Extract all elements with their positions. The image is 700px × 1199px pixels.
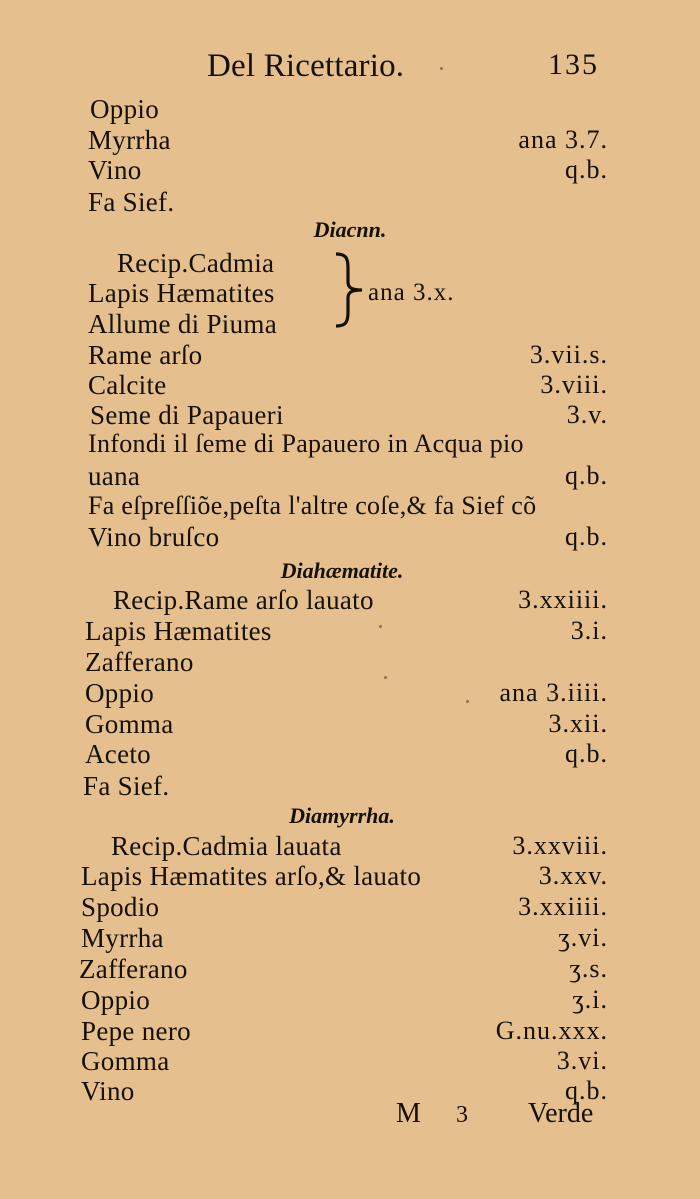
ingredient: Vino: [81, 1076, 135, 1106]
ingredient: Seme di Papaueri: [90, 400, 284, 430]
recipe-line: [0, 461, 700, 491]
quantity: 3.i.: [570, 616, 608, 645]
ingredient: Fa Sief.: [88, 187, 175, 217]
recipe-line: [0, 923, 700, 953]
ingredient: Pepe nero: [81, 1016, 191, 1046]
ink-speck: [466, 700, 469, 703]
quantity: 3.v.: [566, 400, 608, 429]
ingredient: Aceto: [85, 739, 151, 769]
recipe-line: [0, 155, 700, 185]
ingredient: Oppio: [85, 678, 154, 708]
recipe-line: [0, 771, 700, 801]
recipe-line: [0, 678, 700, 708]
quantity: 3.xxiiii.: [518, 585, 608, 614]
ingredient: Vino: [88, 155, 142, 185]
ink-speck: [440, 67, 443, 70]
recipe-line: [0, 491, 700, 521]
quantity: ana 3.7.: [518, 125, 608, 154]
recipe-line: [0, 522, 700, 552]
curly-brace-icon: [332, 250, 372, 330]
ingredient: Lapis Hæmatites: [88, 278, 275, 308]
ingredient: Gomma: [81, 1046, 170, 1076]
ingredient: Myrrha: [88, 125, 171, 155]
brace-quantity: ana 3.x.: [368, 279, 455, 306]
ingredient: Spodio: [81, 892, 160, 922]
recipe-line: [0, 861, 700, 891]
recipe-line: [0, 892, 700, 922]
recipe-line: [0, 1016, 700, 1046]
section-heading: Diahæmatite.: [280, 558, 404, 583]
ingredient: Vino bruſco: [88, 522, 220, 552]
ingredient: Calcite: [88, 370, 167, 400]
running-header: [0, 48, 700, 88]
recipe-line: [0, 400, 700, 430]
quantity: 3.xxiiii.: [518, 892, 608, 921]
ingredient: uana: [88, 461, 141, 491]
quantity: ana 3.iiii.: [499, 678, 608, 707]
quantity: ʒ.s.: [569, 954, 608, 983]
ingredient: Fa eſpreſſiõe,peſta l'altre coſe,& fa Sief cõ: [88, 491, 537, 520]
recipe-line: [0, 429, 700, 459]
recipe-line: [0, 831, 700, 861]
ingredient: Recip.Cadmia: [117, 248, 275, 278]
ingredient: Oppio: [90, 94, 159, 124]
ingredient: Recip.Cadmia lauata: [111, 831, 342, 861]
ingredient: Lapis Hæmatites: [85, 616, 272, 646]
ingredient: Fa Sief.: [83, 771, 170, 801]
quantity: 3.xxv.: [538, 861, 608, 890]
section-heading-row: [0, 799, 700, 829]
recipe-line: [0, 985, 700, 1015]
quantity: q.b.: [565, 461, 608, 490]
section-heading: Diacnn.: [313, 217, 387, 242]
quantity: 3.vi.: [556, 1046, 608, 1075]
recipe-line: [0, 1046, 700, 1076]
ingredient: Zafferano: [85, 647, 194, 677]
ingredient: Lapis Hæmatites arſo,& lauato: [81, 861, 422, 891]
quantity: 3.xii.: [548, 709, 608, 738]
ingredient: Oppio: [81, 985, 150, 1015]
recipe-line: [0, 94, 700, 124]
ingredient: Recip.Rame arſo lauato: [113, 585, 374, 615]
running-title: Del Ricettario.: [207, 48, 405, 84]
recipe-line: [0, 954, 700, 984]
quantity: q.b.: [565, 155, 608, 184]
quantity: q.b.: [565, 1076, 608, 1105]
recipe-line: [0, 739, 700, 769]
page-footer: [0, 1098, 700, 1134]
ingredient: Rame arſo: [88, 340, 203, 370]
recipe-line: [0, 370, 700, 400]
signature-mark: M: [396, 1098, 421, 1129]
quantity: 3.viii.: [540, 370, 608, 399]
quantity: ʒ.vi.: [558, 923, 608, 952]
quantity: ʒ.i.: [572, 985, 608, 1014]
section-heading-row: [0, 213, 700, 243]
quantity: G.nu.xxx.: [495, 1016, 608, 1045]
ingredient: Gomma: [85, 709, 174, 739]
ingredient: Myrrha: [81, 923, 164, 953]
ink-speck: [384, 676, 387, 679]
quantity: q.b.: [565, 522, 608, 551]
recipe-line: [0, 709, 700, 739]
ingredient: Zafferano: [79, 954, 188, 984]
ingredient: Allume di Piuma: [88, 309, 277, 339]
section-heading: Diamyrrha.: [289, 803, 395, 828]
quantity: 3.vii.s.: [529, 340, 608, 369]
recipe-line: [0, 647, 700, 677]
quantity: q.b.: [565, 739, 608, 768]
signature-number: 3: [456, 1102, 468, 1128]
recipe-line: [0, 125, 700, 155]
recipe-line: [0, 585, 700, 615]
ink-speck: [379, 625, 382, 628]
catchword: Verde: [528, 1098, 594, 1129]
recipe-line: [0, 340, 700, 370]
quantity: 3.xxviii.: [512, 831, 608, 860]
page-number: 135: [548, 48, 599, 81]
ingredient: Infondi il ſeme di Papauero in Acqua pio: [88, 429, 524, 458]
section-heading-row: [0, 554, 700, 584]
recipe-line: [0, 616, 700, 646]
